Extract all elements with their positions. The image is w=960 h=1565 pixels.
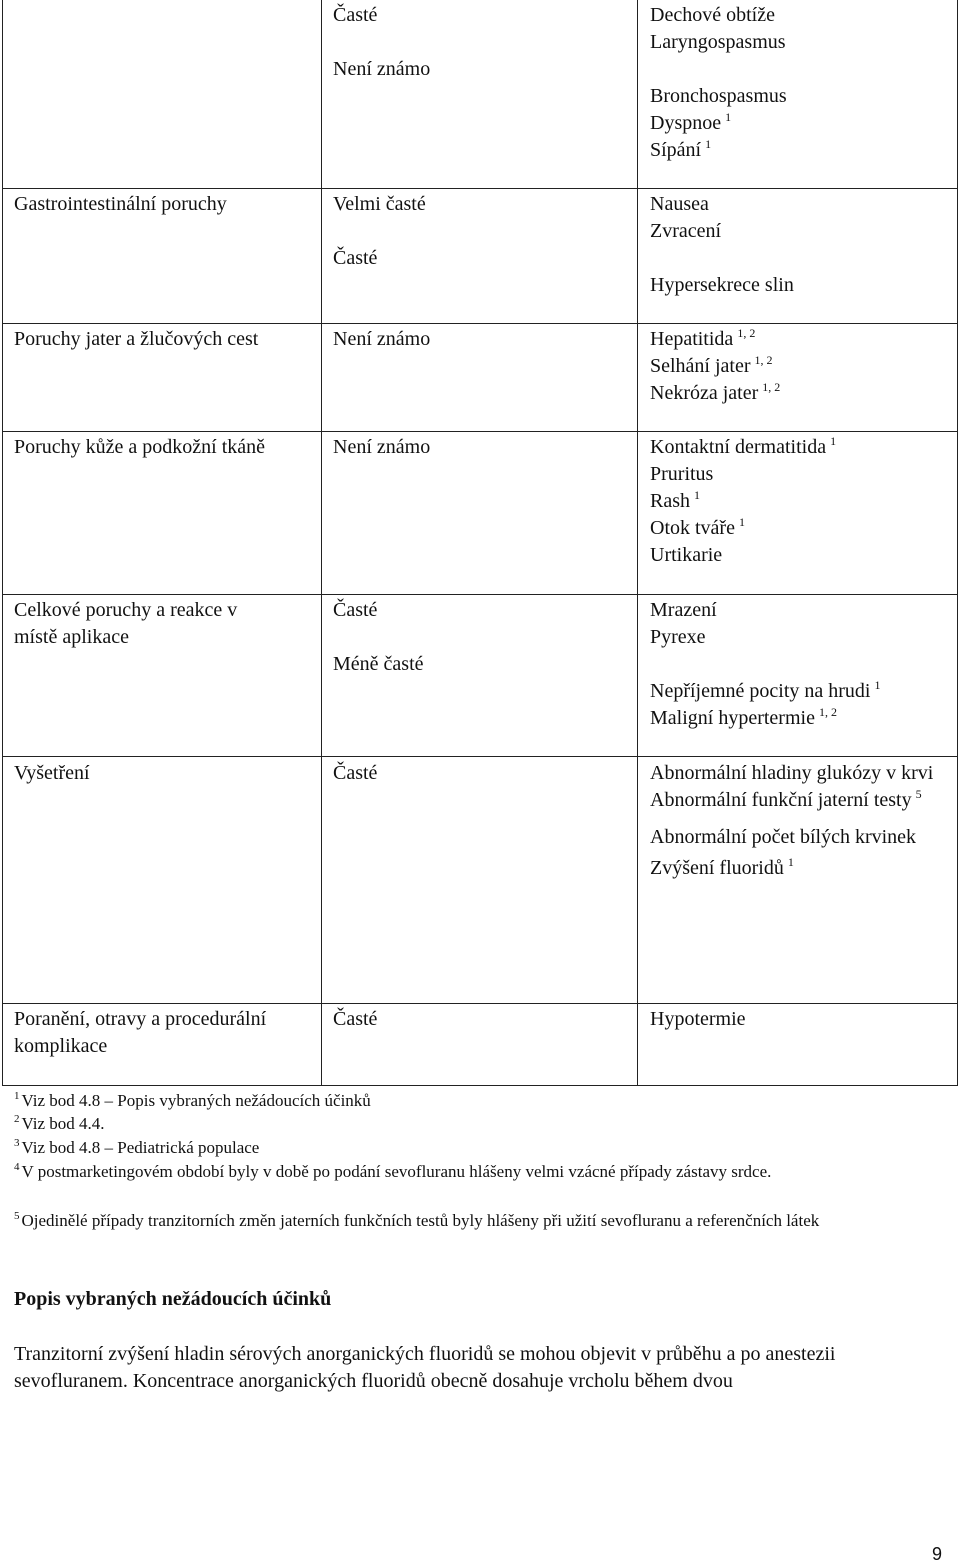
table-border-right: [957, 0, 958, 1086]
footnote-ref: 1: [830, 434, 837, 448]
effect-term: Hepatitida: [650, 328, 734, 350]
footnote: [14, 1136, 944, 1160]
effect-term: Maligní hypertermie: [650, 707, 815, 729]
effect-term: Nausea: [650, 193, 709, 215]
frequency-label: Není známo: [333, 436, 431, 458]
footnote: [14, 1209, 944, 1233]
soc-cell: [14, 434, 319, 461]
frequency-label: Časté: [333, 4, 378, 26]
table-border-col1: [321, 0, 322, 1086]
effect-term: Pyrexe: [650, 626, 706, 648]
soc-cell: [14, 597, 274, 651]
footnote-ref: 1: [725, 110, 732, 124]
frequency-cell: [333, 434, 623, 461]
soc-cell: [14, 326, 319, 353]
effects-cell: [650, 2, 950, 164]
soc-label: Poranění, otravy a procedurální komplikace: [14, 1008, 267, 1057]
table-border-col2: [637, 0, 638, 1086]
footnote-number: 5: [14, 1210, 20, 1222]
effects-cell: [650, 760, 948, 882]
footnote-ref: 1: [874, 678, 881, 692]
footnote-ref: 1, 2: [762, 380, 781, 394]
footnote-text: Viz bod 4.8 – Pediatrická populace: [21, 1138, 260, 1157]
section-heading: Popis vybraných nežádoucích účinků: [14, 1288, 332, 1310]
footnote-ref: 1: [787, 855, 794, 869]
effect-term: Otok tváře: [650, 517, 735, 539]
footnote: [14, 1160, 944, 1184]
frequency-cell: [333, 326, 623, 353]
frequency-label: Časté: [333, 247, 378, 269]
table-row-divider: [2, 188, 958, 189]
effect-term: Hypotermie: [650, 1008, 746, 1030]
frequency-label: Časté: [333, 599, 378, 621]
effect-term: Selhání jater: [650, 355, 751, 377]
table-border-left: [2, 0, 3, 1086]
footnote: [14, 1089, 944, 1113]
effect-term: Zvýšení fluoridů: [650, 857, 784, 879]
footnote-ref: 1, 2: [737, 326, 756, 340]
page-number: 9: [932, 1544, 943, 1564]
effect-term: Zvracení: [650, 220, 722, 242]
frequency-label: Časté: [333, 1008, 378, 1030]
effects-cell: [650, 191, 950, 299]
frequency-label: Časté: [333, 762, 378, 784]
footnote-ref: 1: [694, 488, 700, 502]
frequency-cell: [333, 597, 623, 678]
effect-term: Hypersekrece slin: [650, 274, 794, 296]
footnote-text: Viz bod 4.4.: [21, 1114, 105, 1133]
footnote-number: 2: [14, 1113, 20, 1125]
effect-term: Pruritus: [650, 463, 714, 485]
frequency-label: Méně časté: [333, 653, 424, 675]
table-row-divider: [2, 323, 958, 324]
table-row-divider: [2, 756, 958, 757]
footnote-ref: 1, 2: [818, 705, 837, 719]
soc-label: Celkové poruchy a reakce v místě aplikace: [14, 599, 238, 648]
table-row-divider: [2, 431, 958, 432]
footnote-ref: 1: [738, 515, 745, 529]
effect-term: Kontaktní dermatitida: [650, 436, 827, 458]
effects-cell: [650, 1006, 950, 1033]
frequency-cell: [333, 2, 623, 83]
table-row-divider: [2, 594, 958, 595]
effect-term: Sípání: [650, 139, 702, 161]
effect-term: Dyspnoe: [650, 112, 722, 134]
footnote-ref: 1, 2: [754, 353, 773, 367]
soc-label: Poruchy kůže a podkožní tkáně: [14, 436, 266, 458]
footnote-text: Viz bod 4.8 – Popis vybraných nežádoucích účinků: [21, 1091, 371, 1110]
effect-term: Laryngospasmus: [650, 31, 786, 53]
effect-term: Nepříjemné pocity na hrudi: [650, 680, 871, 702]
footnote-text: Ojedinělé případy tranzitorních změn jaterních funkčních testů byly hlášeny při užití sevofluranu a referenčních látek: [21, 1211, 820, 1230]
effect-term: Abnormální počet bílých krvinek: [650, 826, 917, 848]
frequency-cell: [333, 1006, 623, 1033]
effect-term: Bronchospasmus: [650, 85, 787, 107]
table-row-divider: [2, 1003, 958, 1004]
effects-cell: [650, 434, 950, 569]
footnote: [14, 1112, 944, 1136]
footnote-number: 3: [14, 1137, 20, 1149]
soc-cell: [14, 191, 314, 218]
footnote-ref: 1: [705, 137, 712, 151]
footnote-text: V postmarketingovém období byly v době po podání sevofluranu hlášeny velmi vzácné případy zástavy srdce.: [21, 1162, 772, 1181]
table-border-bottom: [2, 1085, 958, 1086]
effect-term: Abnormální hladiny glukózy v krvi: [650, 762, 934, 784]
effect-term: Dechové obtíže: [650, 4, 775, 26]
footnote-ref: 5: [915, 787, 922, 801]
frequency-label: Velmi časté: [333, 193, 426, 215]
soc-label: Poruchy jater a žlučových cest: [14, 328, 259, 350]
footnote-number: 4: [14, 1161, 20, 1173]
body-paragraph: Tranzitorní zvýšení hladin sérových anorganických fluoridů se mohou objevit v průběhu a po anestezii sevofluranem. Koncentrace anorganických fluoridů obecně dosahuje vrcholu během dvou: [14, 1343, 836, 1392]
frequency-cell: [333, 191, 623, 272]
effect-term: Rash: [650, 490, 690, 512]
effects-cell: [650, 597, 950, 732]
soc-cell: [14, 1006, 314, 1060]
soc-label: Gastrointestinální poruchy: [14, 193, 227, 215]
soc-label: Vyšetření: [14, 762, 90, 784]
effect-term: Abnormální funkční jaterní testy: [650, 789, 912, 811]
frequency-label: Není známo: [333, 58, 431, 80]
footnote-number: 1: [14, 1090, 20, 1102]
effects-cell: [650, 326, 950, 407]
soc-cell: [14, 760, 314, 787]
frequency-cell: [333, 760, 623, 787]
effect-term: Urtikarie: [650, 544, 723, 566]
effect-term: Mrazení: [650, 599, 717, 621]
effect-term: Nekróza jater: [650, 382, 759, 404]
frequency-label: Není známo: [333, 328, 431, 350]
